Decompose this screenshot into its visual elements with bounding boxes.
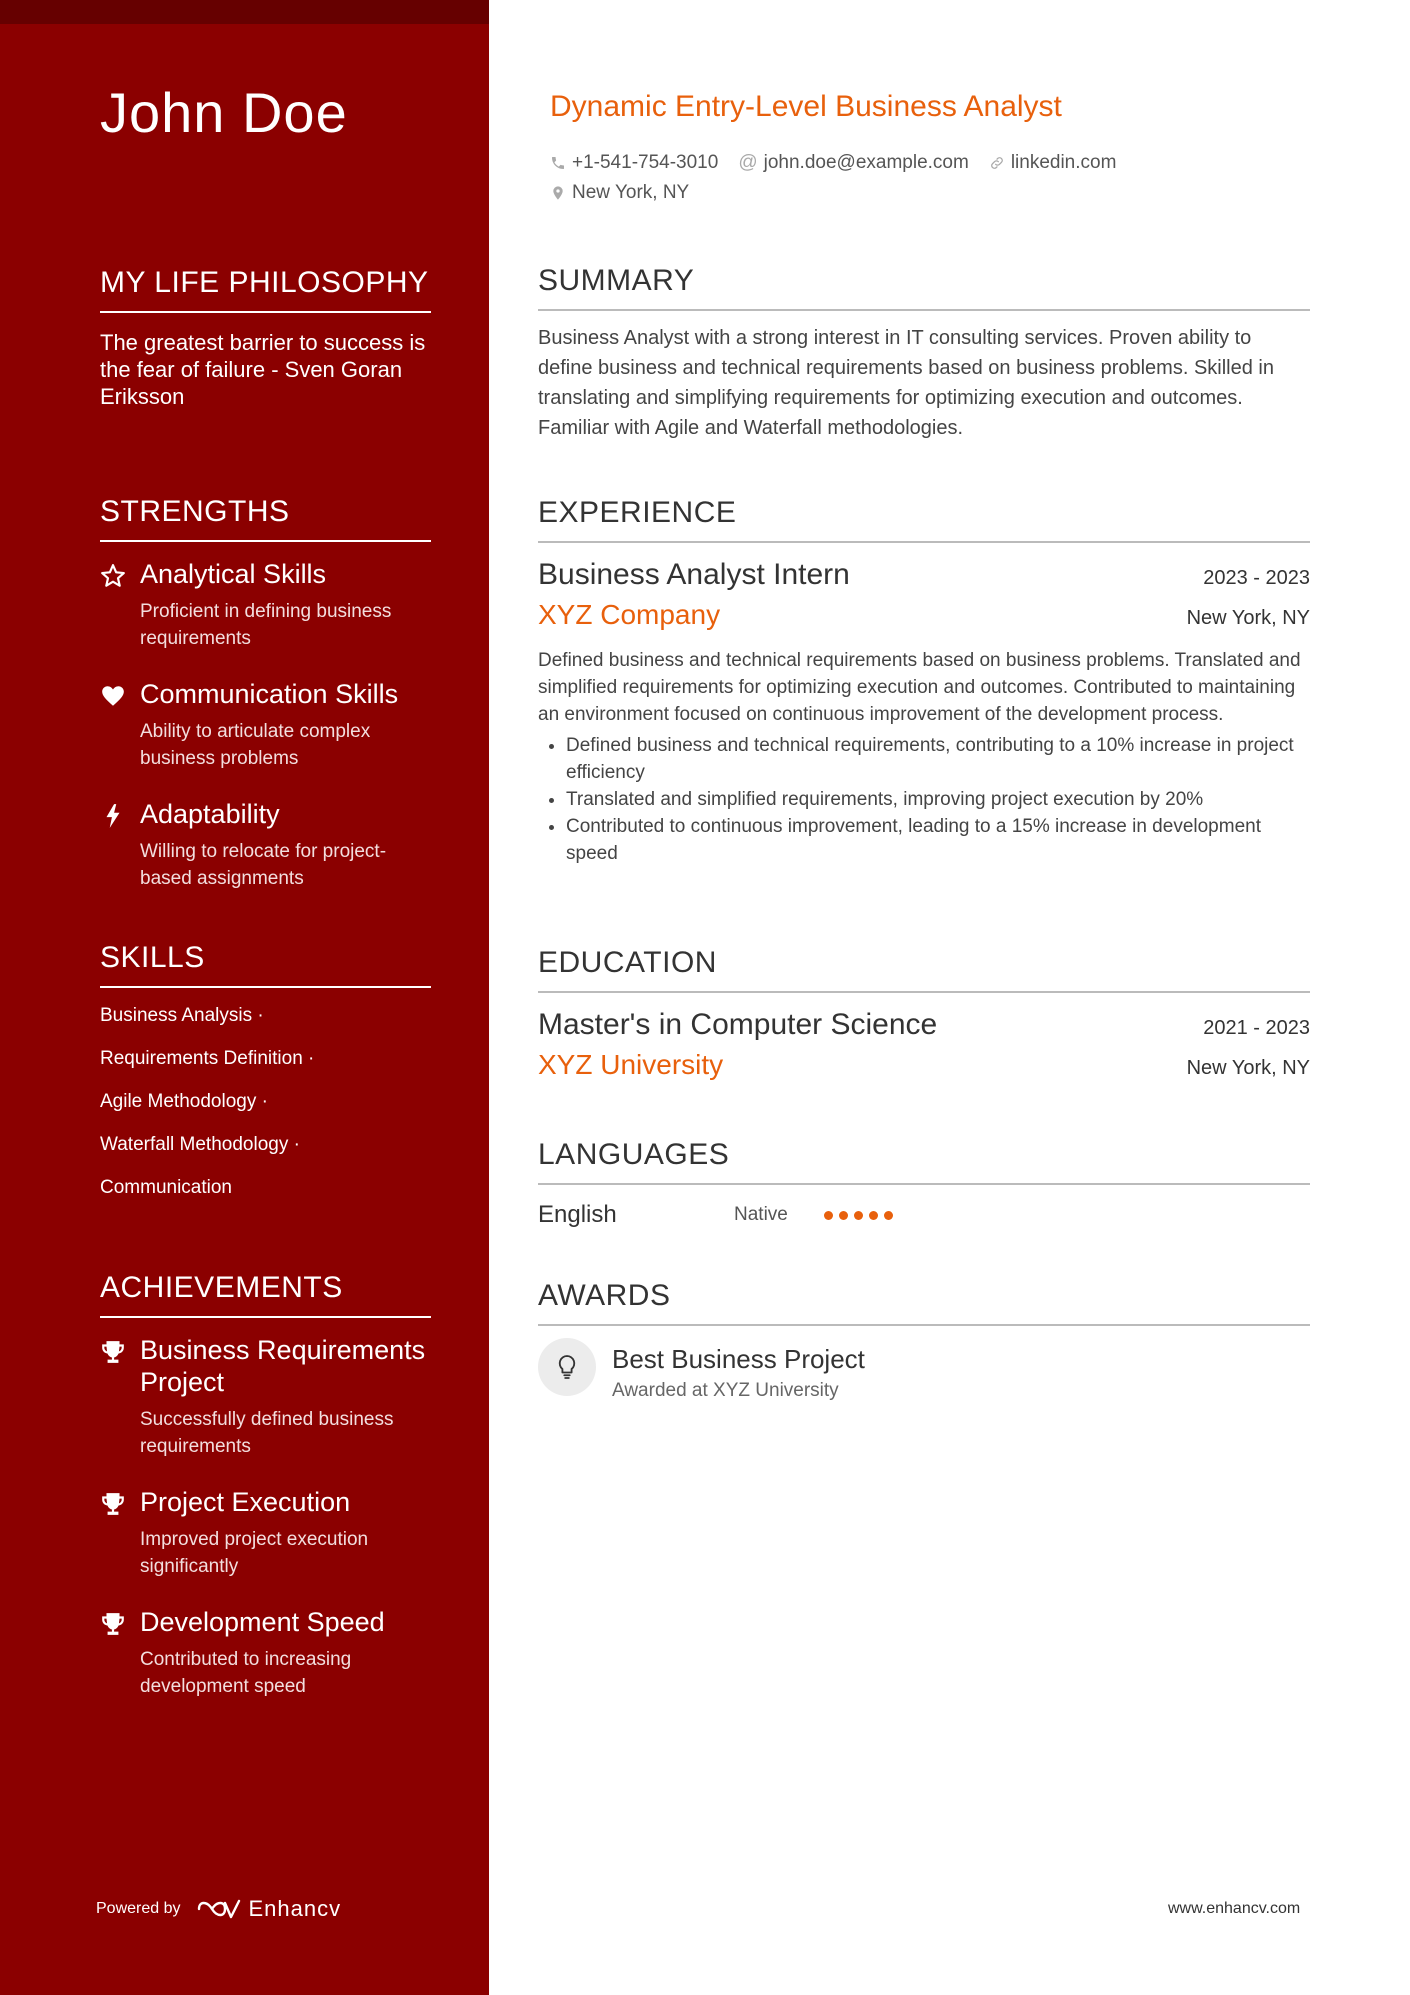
education-degree: Master's in Computer Science <box>538 1008 938 1041</box>
achievement-item <box>100 1486 431 1580</box>
summary-text: Business Analyst with a strong interest in IT consulting services. Proven ability to define business and technical requirements based on business problems. Skilled in translating and simplifying requirements for optimizing execution and outcomes. Familiar with Agile and Waterfall methodologies. <box>538 327 1274 439</box>
rating-dot <box>854 1211 863 1220</box>
philosophy-quote: The greatest barrier to success is the fear of failure - Sven Goran Eriksson <box>100 330 426 409</box>
achievement-item <box>100 1334 431 1460</box>
education-section <box>538 945 1310 1085</box>
job-title: Dynamic Entry-Level Business Analyst <box>550 90 1062 123</box>
strengths-heading: STRENGTHS <box>100 494 431 542</box>
experience-section <box>538 495 1310 867</box>
summary-section <box>538 263 1310 443</box>
summary-heading: SUMMARY <box>538 263 1310 311</box>
languages-heading: LANGUAGES <box>538 1137 1310 1185</box>
enhancv-logo[interactable] <box>195 1896 342 1922</box>
strength-item <box>100 798 431 892</box>
award-title: Best Business Project <box>612 1344 865 1374</box>
strength-desc: Willing to relocate for project-based assignments <box>140 841 387 889</box>
trophy-icon <box>100 1611 126 1637</box>
education-heading: EDUCATION <box>538 945 1310 993</box>
lightbulb-icon <box>556 1354 578 1380</box>
at-icon: @ <box>738 152 758 173</box>
languages-section <box>538 1137 1310 1233</box>
strength-title: Adaptability <box>140 799 280 829</box>
experience-location: New York, NY <box>1186 607 1310 629</box>
experience-bullet: • Defined business and technical requirements, contributing to a 10% increase in project efficiency <box>566 732 1310 786</box>
rating-dot <box>839 1211 848 1220</box>
achievement-title: Development Speed <box>140 1607 385 1637</box>
skill-item: Business Analysis · <box>100 1005 264 1026</box>
achievement-desc: Successfully defined business requirements <box>140 1409 394 1457</box>
philosophy-heading: MY LIFE PHILOSOPHY <box>100 265 431 313</box>
powered-by <box>96 1896 341 1922</box>
phone-icon <box>550 155 566 171</box>
enhancv-logo-icon <box>195 1897 241 1921</box>
footer-site-link[interactable]: www.enhancv.com <box>1168 1900 1301 1917</box>
heart-icon <box>100 683 126 709</box>
awards-heading: AWARDS <box>538 1278 1310 1326</box>
skill-item: Waterfall Methodology · <box>100 1134 300 1155</box>
candidate-name: John Doe <box>100 81 348 144</box>
contact-phone[interactable] <box>550 152 718 174</box>
award-icon-badge <box>538 1338 596 1396</box>
achievement-title: Project Execution <box>140 1487 351 1517</box>
experience-bullet: • Translated and simplified requirements, improving project execution by 20% <box>566 786 1310 813</box>
trophy-icon <box>100 1491 126 1517</box>
experience-role: Business Analyst Intern <box>538 558 850 591</box>
strength-desc: Proficient in defining business requirements <box>140 601 392 649</box>
rating-dot <box>869 1211 878 1220</box>
lightning-icon <box>100 803 126 829</box>
achievement-item <box>100 1606 431 1700</box>
strength-title: Communication Skills <box>140 679 399 709</box>
achievement-desc: Improved project execution significantly <box>140 1529 369 1577</box>
rating-dot <box>824 1211 833 1220</box>
sidebar-top-bar <box>0 0 489 24</box>
powered-by-label: Powered by <box>96 1900 181 1917</box>
skills-section <box>100 940 431 1219</box>
contact-info <box>550 148 1116 208</box>
strength-desc: Ability to articulate complex business problems <box>140 721 371 769</box>
skills-heading: SKILLS <box>100 940 431 988</box>
award-subtitle: Awarded at XYZ University <box>612 1380 839 1401</box>
strength-title: Analytical Skills <box>140 559 327 589</box>
language-row <box>538 1197 1310 1233</box>
language-level: Native <box>734 1204 788 1225</box>
language-rating <box>824 1211 893 1220</box>
strengths-section <box>100 494 431 918</box>
main-content <box>538 0 1310 1995</box>
star-icon <box>100 563 126 589</box>
skill-item: Communication <box>100 1177 232 1198</box>
location-text: New York, NY <box>572 182 690 203</box>
strength-item <box>100 558 431 652</box>
skill-item: Requirements Definition · <box>100 1048 315 1069</box>
language-name: English <box>538 1201 617 1228</box>
awards-section <box>538 1278 1310 1406</box>
experience-company: XYZ Company <box>538 599 721 630</box>
achievement-desc: Contributed to increasing development speed <box>140 1649 352 1697</box>
contact-email[interactable] <box>738 152 968 174</box>
trophy-icon <box>100 1339 126 1365</box>
sidebar <box>0 0 489 1995</box>
education-dates: 2021 - 2023 <box>1203 1017 1310 1039</box>
achievements-heading: ACHIEVEMENTS <box>100 1270 431 1318</box>
achievements-section <box>100 1270 431 1726</box>
achievement-title: Business Requirements Project <box>140 1335 426 1397</box>
location-pin-icon <box>550 185 566 201</box>
enhancv-brand: Enhancv <box>248 1896 342 1921</box>
skill-item: Agile Methodology · <box>100 1091 268 1112</box>
link-icon <box>989 155 1005 171</box>
experience-bullet: • Contributed to continuous improvement, leading to a 15% increase in development speed <box>566 813 1310 867</box>
phone-text: +1-541-754-3010 <box>572 152 719 173</box>
philosophy-section <box>100 265 431 410</box>
education-location: New York, NY <box>1186 1057 1310 1079</box>
education-school: XYZ University <box>538 1049 724 1080</box>
experience-heading: EXPERIENCE <box>538 495 1310 543</box>
rating-dot <box>884 1211 893 1220</box>
award-item <box>538 1338 1310 1406</box>
linkedin-text: linkedin.com <box>1010 152 1117 173</box>
contact-location <box>550 182 689 204</box>
contact-linkedin[interactable] <box>989 152 1117 174</box>
email-text: john.doe@example.com <box>763 152 969 173</box>
experience-description: Defined business and technical requirements based on business problems. Translated and simplified requirements for optimizing execution and outcomes. Contributed to maintaining an environment focused on continuous improvement of the development process. <box>538 650 1301 725</box>
experience-bullets <box>538 732 1310 867</box>
strength-item <box>100 678 431 772</box>
experience-dates: 2023 - 2023 <box>1203 567 1310 589</box>
